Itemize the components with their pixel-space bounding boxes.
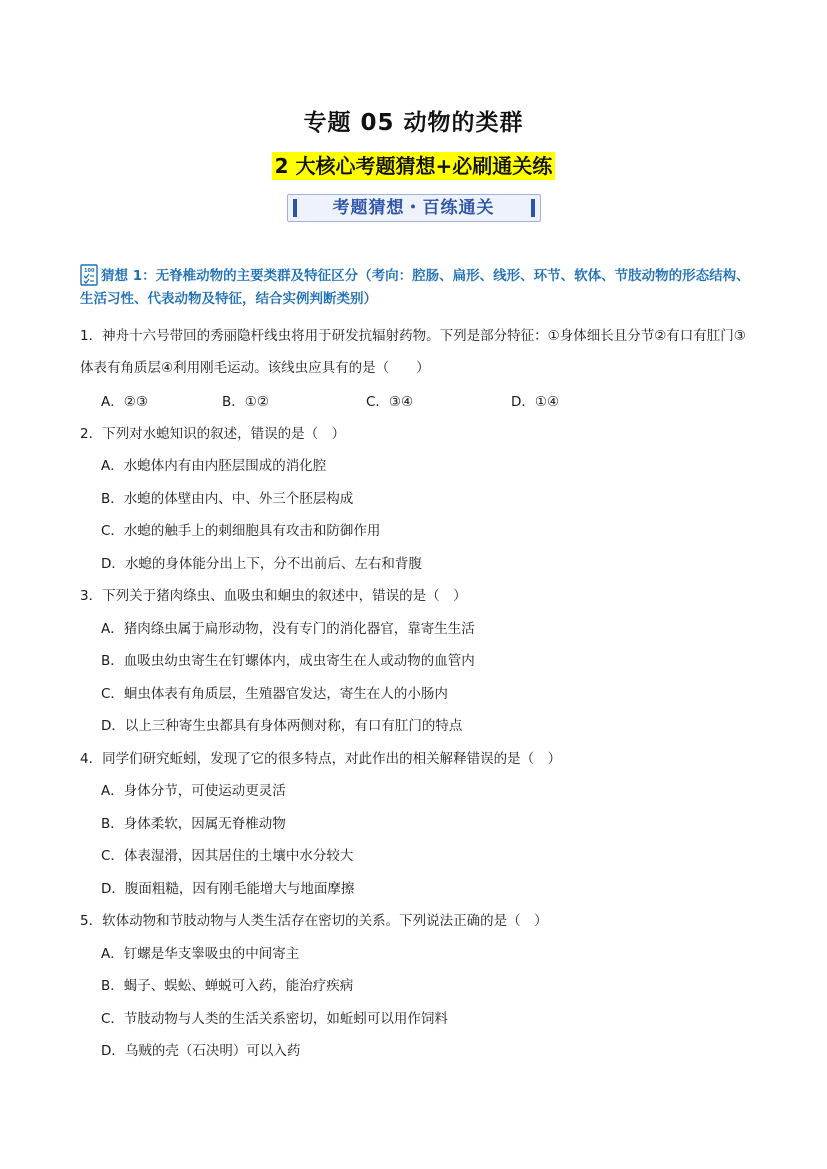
- question-5-option-b: B．蝎子、蜈蚣、蝉蜕可入药，能治疗疾病: [101, 978, 354, 994]
- question-4-option-b: B．身体柔软，因属无脊椎动物: [101, 816, 286, 832]
- question-1-option-a: A．②③: [101, 394, 148, 410]
- subtitle-wrapper: [0, 152, 827, 180]
- question-2-option-b: B．水螅的体壁由内、中、外三个胚层构成: [101, 491, 354, 507]
- question-3-option-d: D．以上三种寄生虫都具有身体两侧对称，有口有肛门的特点: [101, 718, 463, 734]
- guess-heading: [80, 264, 756, 311]
- guess-text: 猜想 1：无脊椎动物的主要类群及特征区分（考向：腔肠、扁形、线形、环节、软体、节肢动物的形态结构、生活习性、代表动物及特征，结合实例判断类别）: [80, 268, 750, 307]
- question-5-stem: 5．软体动物和节肢动物与人类生活存在密切的关系。下列说法正确的是（ ）: [80, 913, 548, 929]
- banner-right-bar: [531, 199, 535, 217]
- question-3-option-b: B．血吸虫幼虫寄生在钉螺体内，成虫寄生在人或动物的血管内: [101, 653, 475, 669]
- question-4-option-c: C．体表湿滑，因其居住的土壤中水分较大: [101, 848, 354, 864]
- banner-wrapper: [0, 194, 827, 222]
- question-1-option-c: C．③④: [366, 394, 414, 410]
- question-5-option-d: D．乌贼的壳（石决明）可以入药: [101, 1043, 301, 1059]
- question-2-option-c: C．水螅的触手上的刺细胞具有攻击和防御作用: [101, 523, 381, 539]
- question-2-option-a: A．水螅体内有由内胚层围成的消化腔: [101, 458, 327, 474]
- question-1-option-d: D．①④: [511, 394, 560, 410]
- svg-text:100: 100: [84, 268, 95, 274]
- question-2-option-d: D．水螅的身体能分出上下，分不出前后、左右和背腹: [101, 556, 422, 572]
- question-3-option-a: A．猪肉绦虫属于扁形动物，没有专门的消化器官，靠寄生生活: [101, 621, 475, 637]
- banner-left-bar: [293, 199, 297, 217]
- checklist-icon: [80, 264, 98, 286]
- question-1-stem: 1．神舟十六号带回的秀丽隐杆线虫将用于研发抗辐射药物。下列是部分特征：①身体细长且分节②有口有肛门③体表有角质层④利用刚毛运动。该线虫应具有的是（ ）: [80, 328, 746, 376]
- page-subtitle: 2 大核心考题猜想+必刷通关练: [272, 152, 556, 180]
- question-5-option-c: C．节肢动物与人类的生活关系密切，如蚯蚓可以用作饲料: [101, 1011, 448, 1027]
- section-banner: [287, 194, 541, 222]
- page-title: 专题 05 动物的类群: [303, 110, 524, 136]
- question-4-option-d: D．腹面粗糙，因有刚毛能增大与地面摩擦: [101, 881, 355, 897]
- question-4-option-a: A．身体分节，可使运动更灵活: [101, 783, 286, 799]
- question-1-option-b: B．①②: [222, 394, 269, 410]
- question-3-option-c: C．蛔虫体表有角质层，生殖器官发达，寄生在人的小肠内: [101, 686, 448, 702]
- banner-text: 考题猜想・百练通关: [332, 198, 495, 218]
- question-5-option-a: A．钉螺是华支睾吸虫的中间寄主: [101, 946, 300, 962]
- question-4-stem: 4．同学们研究蚯蚓，发现了它的很多特点，对此作出的相关解释错误的是（ ）: [80, 751, 562, 767]
- question-2-stem: 2．下列对水螅知识的叙述，错误的是（ ）: [80, 426, 346, 442]
- question-3-stem: 3．下列关于猪肉绦虫、血吸虫和蛔虫的叙述中，错误的是（ ）: [80, 588, 467, 604]
